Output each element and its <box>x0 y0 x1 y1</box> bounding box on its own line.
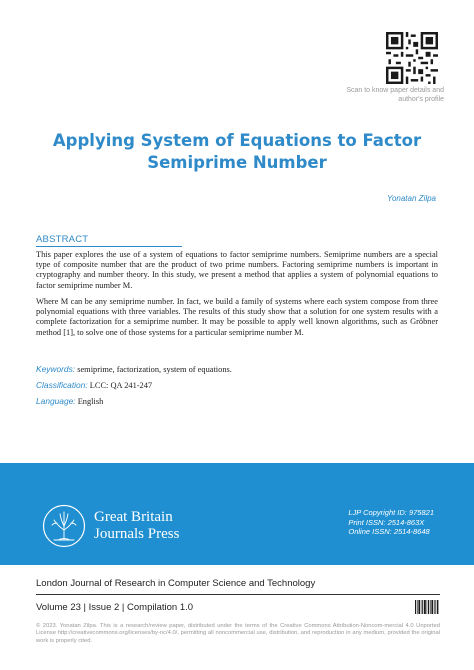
barcode-icon <box>415 600 439 614</box>
abstract-paragraph-1: This paper explores the use of a system of equations to factor semiprime numbers. Semiprime numbers are a special type of composite number that are the product of two prime numbers. Factoring semiprime numbers is important in cryptography and number theory. In this study, we present a method that applies a system of polynomial equations to factor semiprime number M. <box>36 250 438 290</box>
online-issn: Online ISSN: 2514-8648 <box>348 527 430 536</box>
keywords-line <box>36 364 232 374</box>
footer-divider <box>36 594 440 595</box>
brand-line-1: Great Britain <box>94 509 173 525</box>
language-value: English <box>77 397 104 406</box>
abstract-heading: ABSTRACT <box>36 234 182 247</box>
keywords-value: semiprime, factorization, system of equations. <box>77 365 232 374</box>
language-line <box>36 396 103 406</box>
copyright-id: LJP Copyright ID: 975821 <box>348 508 434 517</box>
author-name[interactable]: Yonatan Zilpa <box>387 194 436 203</box>
volume-info: Volume 23 | Issue 2 | Compilation 1.0 <box>36 602 194 613</box>
qr-caption: Scan to know paper details and author's profile <box>346 87 444 103</box>
publisher-brand <box>94 509 179 543</box>
tree-logo-icon <box>42 504 86 548</box>
publication-ids <box>348 508 434 537</box>
abstract-paragraph-2: Where M can be any semiprime number. In fact, we build a family of systems where each system compose from three polynomial equations with three variables. The results of this study show that a solution for one system results with a complete factorization for a semiprime number. It may be possible to apply well known algorithms, such as Gröbner method [1], to solve one of those systems for a particular semiprime number M. <box>36 297 438 337</box>
qr-code-icon[interactable] <box>386 32 438 84</box>
language-label: Language: <box>36 396 76 406</box>
brand-line-2: Journals Press <box>94 526 180 542</box>
print-issn: Print ISSN: 2514-863X <box>348 517 425 527</box>
classification-value: LCC: QA 241-247 <box>89 381 153 390</box>
keywords-label: Keywords: <box>36 364 76 374</box>
journal-name: London Journal of Research in Computer Science and Technology <box>36 578 316 589</box>
classification-line <box>36 380 152 390</box>
license-text: © 2023. Yonatan Zilpa. This is a research/review paper, distributed under the terms of the Creative Commons Attribution-Noncom-mercial 4.0 Unported License http://creativecommons.org/licenses/by-nc/4.0/, permitting all noncommercial use, distribution, and reproduction in any medium, provided the original work is properly cited. <box>36 623 440 644</box>
paper-title: Applying System of Equations to Factor Semiprime Number <box>52 131 422 172</box>
classification-label: Classification: <box>36 380 88 390</box>
